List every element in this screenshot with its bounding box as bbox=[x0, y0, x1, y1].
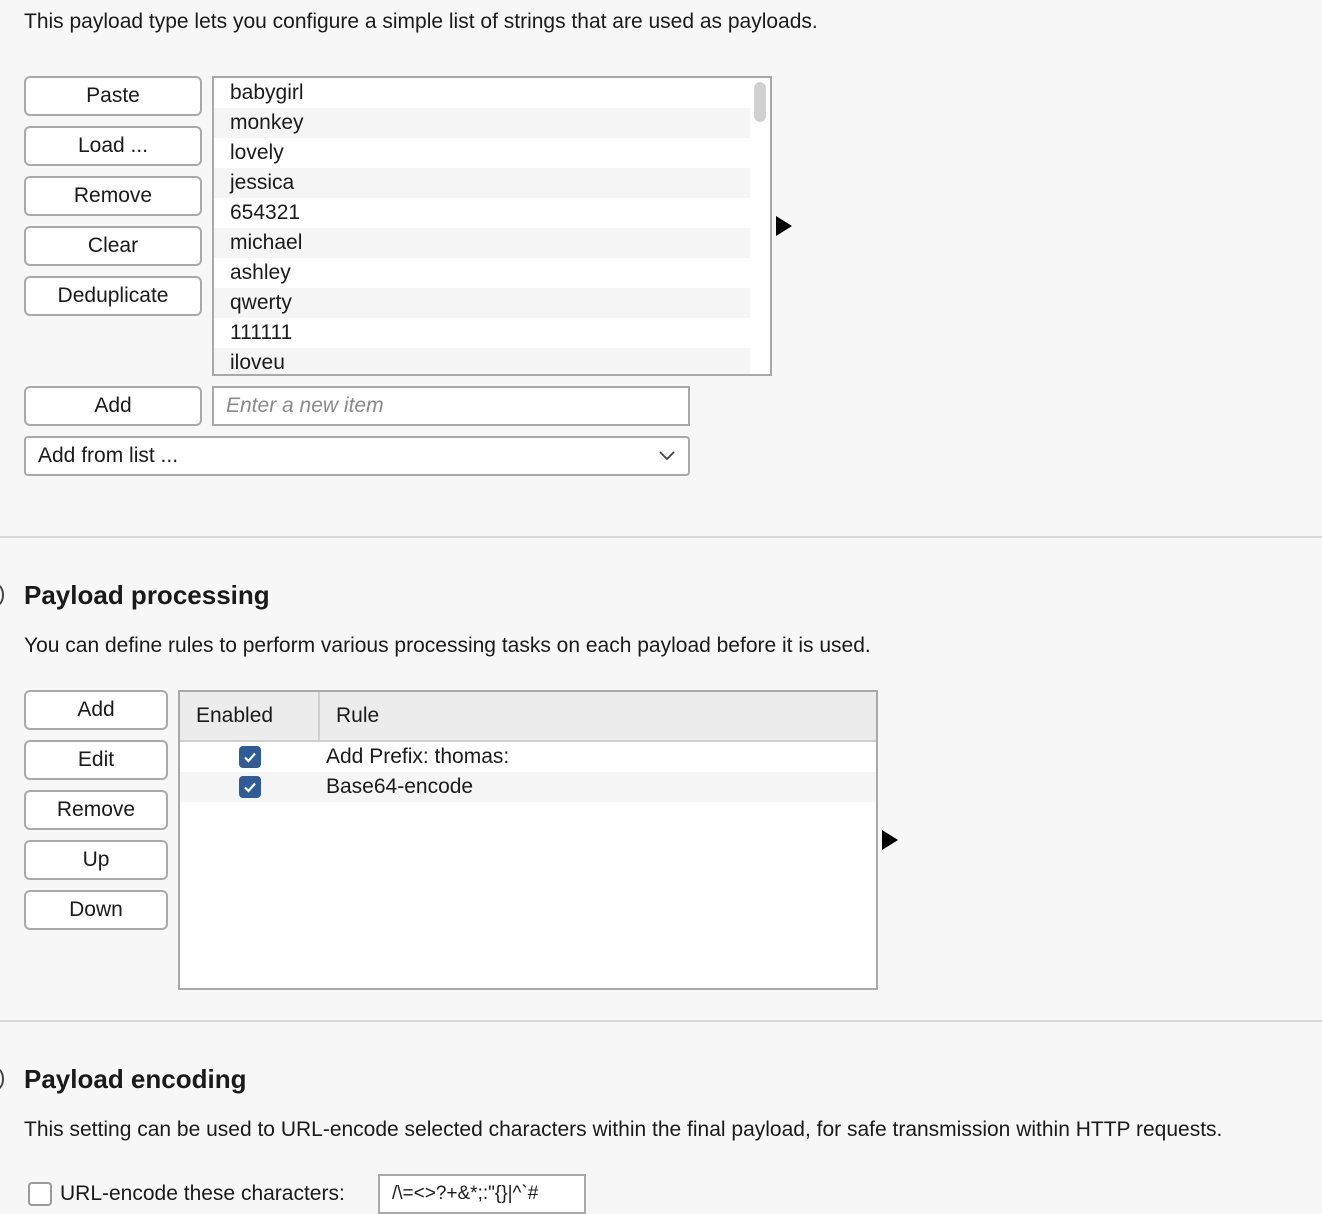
checkmark-icon bbox=[242, 779, 258, 795]
section-help-icon[interactable] bbox=[0, 584, 4, 606]
up-rule-button[interactable]: Up bbox=[24, 840, 168, 880]
paste-button[interactable]: Paste bbox=[24, 76, 202, 116]
rule-cell: Add Prefix: thomas: bbox=[326, 745, 510, 768]
list-item[interactable]: jessica bbox=[214, 168, 750, 198]
payload-processing-title: Payload processing bbox=[24, 580, 270, 610]
simple-list-description: This payload type lets you configure a simple list of strings that are used as payloads. bbox=[24, 10, 818, 33]
rules-table bbox=[178, 690, 878, 990]
section-divider bbox=[0, 1020, 1322, 1022]
expand-arrow-icon[interactable] bbox=[776, 216, 792, 236]
payload-list[interactable] bbox=[212, 76, 772, 376]
table-row[interactable] bbox=[180, 742, 876, 772]
add-item-button[interactable]: Add bbox=[24, 386, 202, 426]
payload-encoding-description: This setting can be used to URL-encode selected characters within the final payload, for safe transmission within HTTP requests. bbox=[24, 1118, 1223, 1141]
section-divider bbox=[0, 536, 1322, 538]
load-button[interactable]: Load ... bbox=[24, 126, 202, 166]
url-encode-checkbox[interactable] bbox=[28, 1182, 52, 1206]
checkmark-icon bbox=[242, 749, 258, 765]
list-item[interactable]: iloveu bbox=[214, 348, 750, 376]
remove-rule-button[interactable]: Remove bbox=[24, 790, 168, 830]
chevron-down-icon bbox=[658, 446, 676, 464]
payload-processing-description: You can define rules to perform various processing tasks on each payload before it is used. bbox=[24, 634, 871, 657]
payload-encoding-title: Payload encoding bbox=[24, 1064, 247, 1094]
deduplicate-button[interactable]: Deduplicate bbox=[24, 276, 202, 316]
list-item[interactable]: babygirl bbox=[230, 81, 304, 104]
edit-rule-button[interactable]: Edit bbox=[24, 740, 168, 780]
remove-button[interactable]: Remove bbox=[24, 176, 202, 216]
add-from-list-select[interactable] bbox=[24, 436, 690, 476]
add-from-list-label: Add from list ... bbox=[38, 444, 179, 467]
rule-enabled-checkbox[interactable] bbox=[239, 746, 261, 768]
section-help-icon[interactable] bbox=[0, 1068, 4, 1090]
expand-arrow-icon[interactable] bbox=[882, 830, 898, 850]
list-item[interactable]: 111111 bbox=[230, 321, 293, 344]
url-encode-characters-input[interactable]: /\=<>?+&*;:"{}|^`# bbox=[378, 1174, 586, 1214]
list-item[interactable]: monkey bbox=[214, 108, 750, 138]
down-rule-button[interactable]: Down bbox=[24, 890, 168, 930]
url-encode-label: URL-encode these characters: bbox=[60, 1182, 345, 1205]
new-item-input[interactable]: Enter a new item bbox=[212, 386, 690, 426]
add-rule-button[interactable]: Add bbox=[24, 690, 168, 730]
rule-enabled-checkbox[interactable] bbox=[239, 776, 261, 798]
list-item[interactable]: michael bbox=[214, 228, 750, 258]
list-item[interactable]: lovely bbox=[230, 141, 284, 164]
list-scrollbar[interactable] bbox=[754, 82, 766, 122]
table-row[interactable] bbox=[180, 772, 876, 802]
list-item[interactable]: qwerty bbox=[214, 288, 750, 318]
list-item[interactable]: 654321 bbox=[230, 201, 301, 224]
column-header-rule[interactable]: Rule bbox=[336, 704, 380, 727]
rule-cell: Base64-encode bbox=[326, 775, 474, 798]
clear-button[interactable]: Clear bbox=[24, 226, 202, 266]
list-item[interactable]: ashley bbox=[230, 261, 291, 284]
table-header bbox=[180, 692, 876, 742]
column-header-enabled[interactable]: Enabled bbox=[180, 692, 320, 740]
